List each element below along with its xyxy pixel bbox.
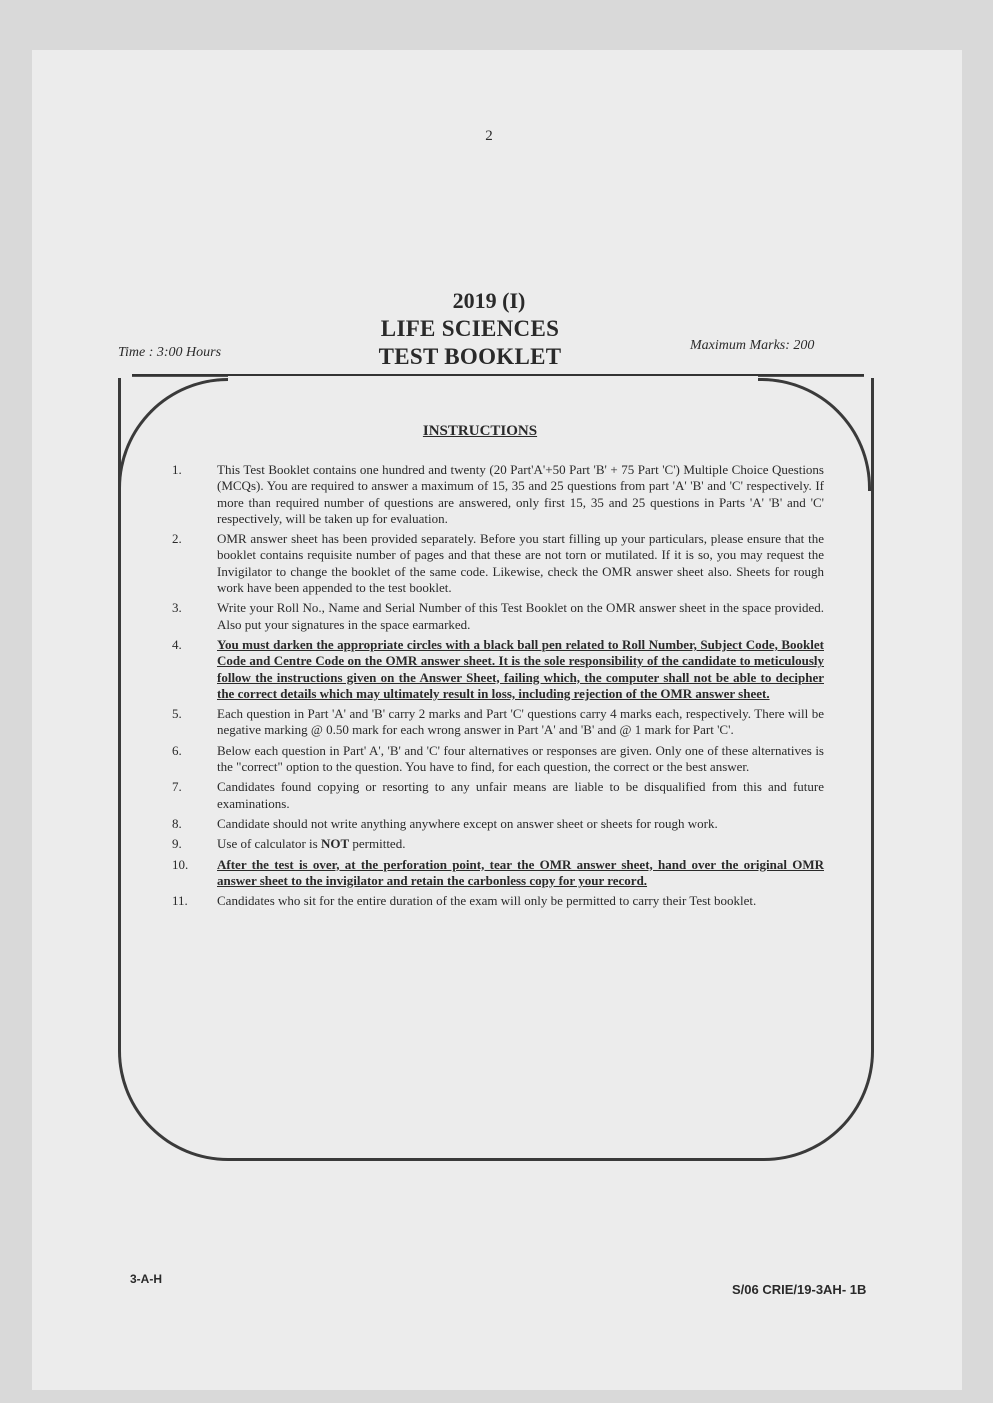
max-marks-label: Maximum Marks: 200 — [690, 338, 815, 353]
instruction-text: Candidates who sit for the entire duration of the exam will only be permitted to carry their Test booklet. — [217, 893, 757, 909]
instruction-text: Candidate should not write anything anywhere except on answer sheet or sheets for rough work. — [217, 815, 718, 831]
instruction-text-bold: NOT — [320, 836, 350, 852]
instruction-item-5 — [172, 706, 824, 739]
instruction-text-emphasis: You must darken the appropriate circles with a black ball pen related to Roll Number, Subject Code, Booklet Code and Centre Code on the OMR answer sheet. It is the sole responsibility of the candidate to meticulously follow the instructions given on the Answer Sheet, failing which, the computer shall not be able to decipher the correct details which may ultimately result in loss, including rejection of the OMR answer sheet. — [217, 636, 824, 701]
instruction-number: 4. — [172, 636, 182, 652]
instruction-number: 3. — [172, 600, 182, 616]
instruction-text: OMR answer sheet has been provided separately. Before you start filling up your particulars, please ensure that the booklet contains requisite number of pages and that these are not torn or mutilated. If it is so, you may request the Invigilator to change the booklet of the same code. Likewise, check the OMR answer sheet also. Sheets for rough work have been appended to the test booklet. — [217, 531, 824, 596]
footer-code-left: 3-A-H — [130, 1272, 162, 1286]
instruction-text: Each question in Part 'A' and 'B' carry 2 marks and Part 'C' questions carry 4 marks each, respectively. There will be negative marking @ 0.50 mark for each wrong answer in Part 'A' and 'B' and @ 1 mark for Part 'C'. — [217, 706, 824, 738]
instruction-number: 6. — [172, 742, 182, 758]
footer-code-right: S/06 CRIE/19-3AH- 1B — [732, 1282, 867, 1297]
exam-year: 2019 (I) — [452, 288, 526, 313]
instruction-text: permitted. — [349, 836, 406, 852]
instruction-number: 10. — [172, 856, 189, 872]
instruction-item-7 — [172, 779, 824, 812]
instruction-item-8 — [172, 816, 824, 832]
instruction-item-10 — [172, 857, 824, 890]
instruction-number: 7. — [172, 779, 182, 795]
instruction-item-6 — [172, 743, 824, 776]
instruction-item-1 — [172, 462, 824, 527]
instruction-number: 8. — [172, 815, 182, 831]
instructions-title: INSTRUCTIONS — [422, 423, 538, 439]
instruction-text: This Test Booklet contains one hundred and twenty (20 Part'A'+50 Part 'B' + 75 Part 'C') Multiple Choice Questions (MCQs). You are required to answer a maximum of 15, 35 and 25 questions from part 'A' 'B' and 'C' respectively. If more than required number of questions are answered, only first 15, 35 and 25 questions in Parts 'A' 'B' and 'C' respectively, will be taken up for evaluation. — [217, 462, 824, 526]
time-label: Time : 3:00 Hours — [118, 345, 222, 360]
frame-mask — [228, 376, 758, 384]
instruction-number: 9. — [172, 836, 182, 852]
page-number: 2 — [485, 128, 493, 144]
instruction-text: Candidates found copying or resorting to any unfair means are liable to be disqualified from this and future examinations. — [217, 779, 824, 811]
instructions-list — [172, 462, 824, 913]
booklet-title: TEST BOOKLET — [378, 344, 562, 369]
instruction-item-4 — [172, 637, 824, 702]
instruction-number: 5. — [172, 706, 182, 722]
instruction-number: 1. — [172, 462, 182, 477]
instruction-number: 11. — [172, 893, 188, 909]
instruction-text: Write your Roll No., Name and Serial Number of this Test Booklet on the OMR answer sheet in the space provided. Also put your signatures in the space earmarked. — [217, 600, 824, 632]
exam-subject: LIFE SCIENCES — [380, 316, 560, 341]
instruction-item-9 — [172, 836, 824, 852]
instruction-item-2 — [172, 531, 824, 596]
instruction-number: 2. — [172, 531, 182, 547]
instruction-text: Below each question in Part' A', 'B' and 'C' four alternatives or responses are given. Only one of these alternatives is the "correct" option to the question. You have to find, for each question, the correct or the best answer. — [217, 742, 824, 775]
instruction-text: Use of calculator is — [217, 836, 321, 852]
instruction-item-3 — [172, 600, 824, 633]
instruction-text-emphasis: After the test is over, at the perforation point, tear the OMR answer sheet, hand over the original OMR answer sheet to the invigilator and retain the carbonless copy for your record. — [217, 856, 824, 888]
instruction-item-11 — [172, 893, 824, 909]
